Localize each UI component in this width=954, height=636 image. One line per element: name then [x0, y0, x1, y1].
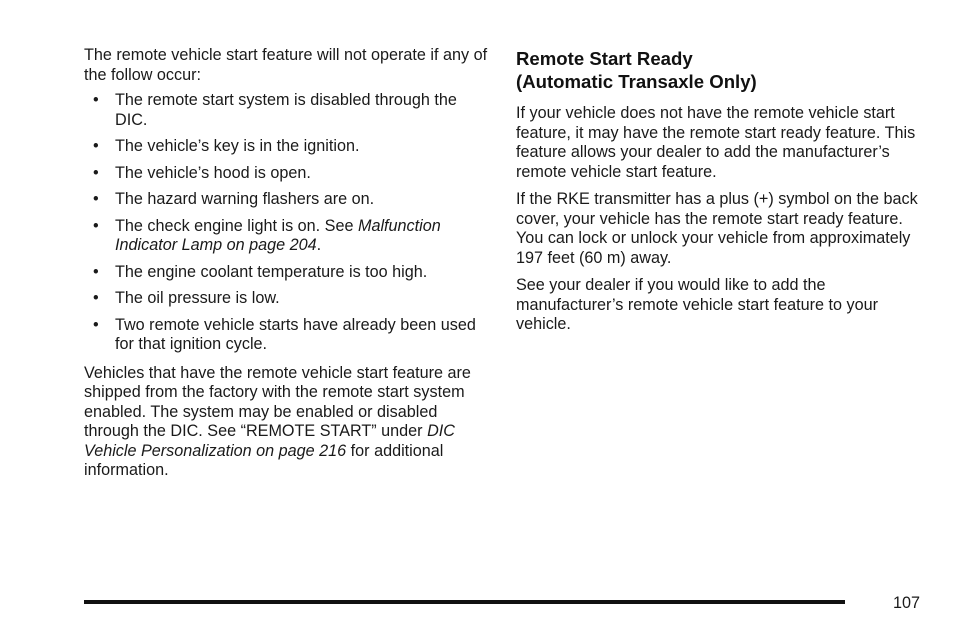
section-heading	[516, 48, 918, 93]
list-item	[84, 289, 488, 309]
section-heading-line-2: (Automatic Transaxle Only)	[516, 70, 757, 92]
bullet-icon: •	[93, 91, 99, 109]
footer-rule	[84, 600, 845, 604]
list-item-text: The check engine light is on. See	[115, 216, 358, 235]
bullet-icon: •	[93, 190, 99, 208]
list-item-text-end: .	[316, 236, 322, 254]
bullet-icon: •	[93, 315, 99, 334]
intro-paragraph: The remote vehicle start feature will not operate if any of the follow occur:	[84, 46, 488, 84]
list-item-text: The engine coolant temperature is too high.	[115, 262, 428, 281]
list-item	[84, 91, 488, 130]
page-reference-link[interactable]: Malfunction Indicator Lamp on page 204	[115, 216, 441, 254]
closing-text: Vehicles that have the remote vehicle start feature are shipped from the factory with the remote start system enabled. The system may be enabled or disabled through the DIC. See “REMOTE START” under	[84, 363, 471, 440]
list-item	[84, 263, 488, 283]
body-paragraph: If your vehicle does not have the remote vehicle start feature, it may have the remote start ready feature. This feature allows your dealer to add the manufacturer’s remote vehicle start feature.	[516, 104, 916, 181]
bullet-icon: •	[93, 163, 99, 182]
list-item-text: The hazard warning flashers are on.	[115, 190, 375, 208]
closing-paragraph	[84, 364, 488, 481]
right-column	[516, 46, 918, 343]
list-item	[84, 217, 488, 256]
body-paragraph: If the RKE transmitter has a plus (+) symbol on the back cover, your vehicle has the remote start ready feature. You can lock or unlock your vehicle from approximately 197 feet (60 m) away.	[516, 190, 918, 267]
left-column	[84, 46, 488, 481]
body-paragraph: See your dealer if you would like to add the manufacturer’s remote vehicle start feature to your vehicle.	[516, 276, 878, 333]
bullet-icon: •	[93, 216, 99, 235]
section-heading-line-1: Remote Start Ready	[516, 48, 693, 69]
list-item	[84, 190, 488, 210]
list-item-text: The vehicle’s hood is open.	[115, 163, 311, 182]
list-item-text: The vehicle’s key is in the ignition.	[115, 137, 360, 155]
list-item-text: The remote start system is disabled through the DIC.	[115, 91, 457, 129]
bullet-icon: •	[93, 262, 99, 281]
closing-text-end: for additional information.	[84, 441, 444, 479]
bullet-icon: •	[93, 137, 99, 155]
list-item	[84, 137, 488, 157]
page-number: 107	[892, 594, 920, 612]
conditions-list	[84, 91, 488, 355]
list-item-text: The oil pressure is low.	[115, 289, 280, 307]
page-reference-link[interactable]: DIC Vehicle Personalization on page 216	[84, 422, 455, 460]
list-item	[84, 316, 488, 355]
list-item-text: Two remote vehicle starts have already been used for that ignition cycle.	[115, 315, 476, 353]
bullet-icon: •	[93, 289, 99, 307]
list-item	[84, 164, 488, 184]
